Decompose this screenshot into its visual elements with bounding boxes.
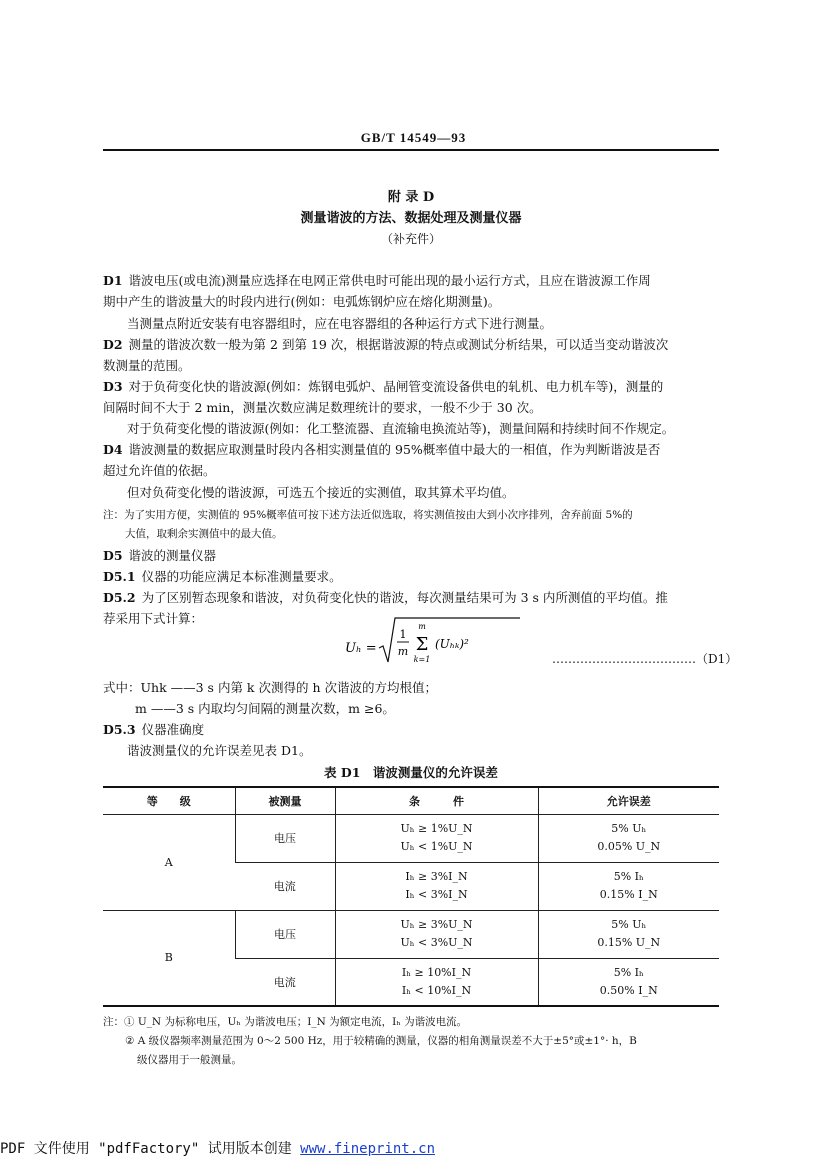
- clause-d3-line3: 对于负荷变化慢的谐波源(例如：化工整流器、直流输电换流站等)，测量间隔和持续时间不作规定。: [127, 421, 675, 436]
- error-line: 5% Uₕ: [611, 822, 647, 835]
- formula-denominator: m: [397, 645, 409, 658]
- equation-label: （D1）: [696, 652, 738, 666]
- formula-numerator: 1: [399, 628, 407, 641]
- clause-text: 谐波电压(或电流)测量应选择在电网正常供电时可能出现的最小运行方式，且应在谐波源工作周: [128, 273, 651, 288]
- condition-cell: [335, 814, 538, 862]
- leader-dots: ………………………………: [552, 652, 696, 666]
- clause-d3-line2: 间隔时间不大于 2 min，测量次数应满足数理统计的要求，一般不少于 30 次。: [103, 400, 542, 415]
- formula-d1: [345, 610, 545, 670]
- clause-d4-line2: 超过允许值的依据。: [103, 463, 216, 478]
- clause-d5-3-text: 谐波测量仪的允许误差见表 D1。: [127, 743, 312, 758]
- header-grade: 等 级: [103, 787, 235, 814]
- clause-d1-line1: [103, 270, 719, 291]
- condition-line: Iₕ ≥ 10%I_N: [401, 965, 472, 979]
- error-cell: [538, 958, 719, 1006]
- fineprint-link[interactable]: www.fineprint.cn: [300, 1141, 436, 1157]
- error-line: 5% Uₕ: [611, 918, 647, 931]
- clause-d5: [103, 545, 719, 566]
- header-condition: 条 件: [335, 787, 538, 814]
- clause-text: 仪器的功能应满足本标准测量要求。: [141, 569, 342, 584]
- error-line: 0.15% U_N: [597, 936, 661, 949]
- quantity-cell: 电流: [235, 958, 335, 1006]
- clause-d3-line1: [103, 376, 719, 397]
- condition-line: Uₕ < 1%U_N: [400, 840, 473, 853]
- table-row: [103, 910, 719, 958]
- condition-line: Iₕ < 10%I_N: [401, 983, 472, 997]
- header-rule: [103, 149, 719, 151]
- where-line1: 式中：Uhk ——3 s 内第 k 次测得的 h 次谐波的方均根值；: [103, 680, 437, 695]
- clause-d2-line1: [103, 334, 719, 355]
- condition-cell: [335, 862, 538, 910]
- clause-label: D5: [103, 548, 123, 563]
- clause-d1-line3: 当测量点附近安装有电容器组时，应在电容器组的各种运行方式下进行测量。: [127, 316, 553, 331]
- sigma-icon: Σ: [415, 634, 429, 655]
- condition-line: Iₕ < 3%I_N: [405, 888, 468, 901]
- clause-d4-line1: [103, 439, 719, 460]
- formula-term: (Uₕₖ)²: [435, 637, 469, 651]
- clause-text: 测量的谐波次数一般为第 2 到第 19 次，根据谐波源的特点或测试分析结果，可以适当变动谐波次: [128, 337, 669, 352]
- footer-text: PDF 文件使用 "pdfFactory" 试用版本创建: [0, 1141, 301, 1157]
- quantity-cell: 电压: [235, 814, 335, 862]
- appendix-label: 附 录 D: [387, 190, 435, 205]
- clause-text: 谐波的测量仪器: [128, 548, 217, 563]
- formula-number: [552, 650, 737, 667]
- clause-label: D5.1: [103, 569, 136, 584]
- error-line: 5% Iₕ: [613, 965, 644, 979]
- quantity-cell: 电压: [235, 910, 335, 958]
- clause-d4-line3: 但对负荷变化慢的谐波源，可选五个接近的实测值，取其算术平均值。: [127, 485, 515, 500]
- clause-d5-1: [103, 566, 719, 587]
- clause-label: D1: [103, 273, 123, 288]
- error-line: 0.50% I_N: [599, 983, 658, 997]
- error-line: 0.05% U_N: [597, 840, 661, 853]
- clause-label: D4: [103, 442, 123, 457]
- clause-text: 为了区别暂态现象和谐波，对负荷变化快的谐波，每次测量结果可为 3 s 内所测值的平均值。推: [141, 590, 668, 605]
- table-header-row: [103, 787, 719, 814]
- clause-text: 谐波测量的数据应取测量时段内各相实测量值的 95%概率值中最大的一相值，作为判断谐波是否: [128, 442, 661, 457]
- appendix-title: 测量谐波的方法、数据处理及测量仪器: [300, 211, 522, 226]
- condition-cell: [335, 958, 538, 1006]
- grade-cell: B: [103, 910, 235, 1006]
- clause-label: D2: [103, 337, 123, 352]
- condition-line: Uₕ ≥ 3%U_N: [400, 918, 473, 931]
- clause-label: D5.3: [103, 722, 136, 737]
- error-table: [103, 786, 719, 1007]
- error-cell: [538, 910, 719, 958]
- condition-line: Uₕ < 3%U_N: [400, 936, 473, 949]
- error-line: 5% Iₕ: [613, 870, 644, 883]
- table-note-2-line2: 级仪器用于一般测量。: [137, 1054, 242, 1066]
- table-row: [103, 814, 719, 862]
- clause-label: D3: [103, 379, 123, 394]
- clause-d1-line2: 期中产生的谐波量大的时段内进行(例如：电弧炼钢炉应在熔化期测量)。: [103, 294, 501, 309]
- clause-text: 仪器准确度: [141, 722, 205, 737]
- pdf-footer: [0, 1138, 435, 1158]
- note-line1: 注：为了实用方便，实测值的 95%概率值可按下述方法近似选取，将实测值按由大到小次序排列，舍弃前面 5%的: [103, 509, 633, 521]
- appendix-subtitle: （补充件）: [380, 232, 441, 246]
- where-line2: m ——3 s 内取均匀间隔的测量次数，m ≥6。: [135, 701, 395, 716]
- quantity-cell: 电流: [235, 862, 335, 910]
- clause-d5-2-line1: [103, 587, 719, 608]
- clause-label: D5.2: [103, 590, 136, 605]
- header-error: 允许误差: [538, 787, 719, 814]
- standard-number: GB/T 14549—93: [360, 130, 467, 145]
- condition-cell: [335, 910, 538, 958]
- note-line2: 大值，取剩余实测值中的最大值。: [125, 528, 283, 540]
- table-note-2-line1: ② A 级仪器频率测量范围为 0～2 500 Hz，用于较精确的测量，仪器的相角测量误差不大于±5°或±1°· h，B: [125, 1035, 637, 1047]
- table-note-1: 注：① U_N 为标称电压，Uₕ 为谐波电压；I_N 为额定电流，Iₕ 为谐波电流。: [103, 1016, 468, 1028]
- clause-text: 对于负荷变化快的谐波源(例如：炼钢电弧炉、晶闸管变流设备供电的轧机、电力机车等)，测量的: [128, 379, 664, 394]
- table-caption: 表 D1 谐波测量仪的允许误差: [324, 765, 498, 780]
- sum-upper: m: [418, 622, 426, 631]
- header-quantity: 被测量: [235, 787, 335, 814]
- grade-cell: A: [103, 814, 235, 910]
- sum-lower: k=1: [413, 655, 431, 664]
- clause-d5-3: [103, 719, 719, 740]
- clause-d2-line2: 数测量的范围。: [103, 358, 191, 373]
- error-cell: [538, 814, 719, 862]
- condition-line: Uₕ ≥ 1%U_N: [400, 822, 473, 835]
- condition-line: Iₕ ≥ 3%I_N: [405, 870, 468, 883]
- error-line: 0.15% I_N: [599, 888, 658, 901]
- error-cell: [538, 862, 719, 910]
- formula-lhs: Uₕ =: [345, 641, 377, 656]
- clause-d5-2-line2: 荐采用下式计算：: [103, 611, 204, 626]
